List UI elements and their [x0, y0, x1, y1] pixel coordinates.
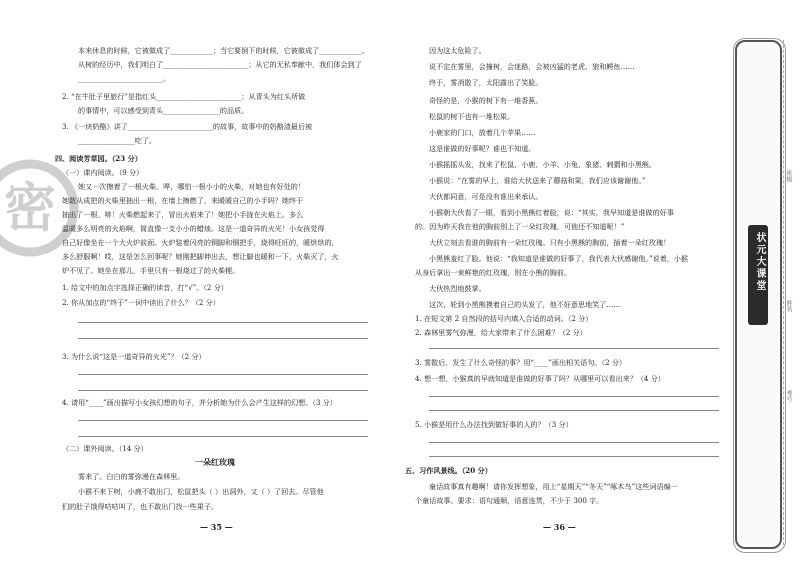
answer-line[interactable]: [429, 456, 719, 457]
story-title: 一朵红玫瑰: [195, 457, 235, 467]
comprehension-q2: 2. 你从加点的“终于”一词中读出了什么？（2 分）: [62, 298, 220, 307]
passage-line: 炉不见了。她坐在那儿，手里只有一根烧过了的火柴梗。: [62, 266, 240, 275]
answer-line[interactable]: [78, 338, 368, 339]
page-number: — 36 —: [543, 522, 576, 532]
passage-line: 多么舒服啊！哎，这是怎么回事呢？她刚把脚伸出去，想让脚也暖和一下，火柴灭了，火: [62, 252, 339, 261]
cut-line: [783, 40, 784, 545]
answer-line[interactable]: [429, 410, 719, 411]
sidebar-label-class: 班级: [785, 170, 792, 182]
story-line: 大伙都同意，可是没有谁出来承认。: [429, 192, 543, 201]
passage-line: 温暖多么明亮的火焰啊，简直像一支小小的蜡烛。这是一道奇异的火光！小女孩觉得: [62, 224, 325, 233]
section-5-heading: 五、习作风景线。（20 分）: [405, 466, 492, 475]
watermark-seal: [0, 148, 85, 268]
answer-line[interactable]: [78, 374, 368, 375]
story-line: 大伙热烈地鼓掌。: [429, 284, 486, 293]
passage-line: 抽出了一根。哧！火柴燃起来了，冒出火焰来了！她把小手拢在火焰上。多么: [62, 210, 304, 219]
page-number: — 35 —: [200, 522, 233, 532]
brand-name: 状元大课堂: [754, 232, 765, 292]
reading-q1: 1. 在短文第 2 自然段的括号内填入合适的动词。（2 分）: [415, 314, 593, 323]
right-page: [395, 0, 725, 573]
story-line: 从身后拿出一束鲜艳的红玫瑰，别在小熊的胸前。: [415, 268, 572, 277]
story-line: 终于，雾消散了，太阳露出了笑脸。: [429, 78, 543, 87]
story-line: 小黑熊羞红了脸。他说：“我知道是谁做的好事了，我代表大伙感谢他。”说着，小猴: [429, 254, 689, 263]
story-line: 松鼠的树下也有一堆松果。: [429, 112, 515, 121]
question-2-cont: 的事情中，可以感受到青头________________的品质。: [78, 106, 249, 115]
story-line: 说不定在雾里，会撞树，会迷路，会被凶猛的老虎、狼和鳄鱼……: [429, 62, 635, 71]
section-4-heading: 四、阅读芳草园。（23 分）: [55, 154, 142, 163]
answer-line[interactable]: [78, 390, 368, 391]
sidebar-label-id: 考号: [785, 390, 792, 402]
reading-q3: 3. 雾散后，发生了什么奇怪的事？用“____”画出相关语句。（2 分）: [415, 358, 627, 367]
story-line: 的。因为昨天我在他的胸前别上了一朵红玫瑰，可他还不知道呢！”: [415, 222, 625, 231]
subsection-2-heading: （二）课外阅读。（14 分）: [62, 444, 148, 453]
story-line: 这次，轮到小黑熊摸着自己的头发了，他不好意思地笑了……: [429, 300, 621, 309]
question-2: 2. “在牛肚子里旅行”是指红头________________________；从青头为红头所做: [62, 92, 306, 101]
story-line: 大伙立刻去看谁的胸前有一朵红玫瑰。只有小黑熊的胸前，插着一朵红玫瑰！: [429, 238, 671, 247]
writing-prompt: 个童话故事。要求：语句通顺，语意连贯，不少于 300 字。: [415, 496, 604, 505]
story-line: 雾来了。白白的雾弥漫在森林里。: [78, 472, 185, 481]
story-line: 小猴朝大伙看了一眼，看到小黑熊红着脸，说：“其实，我早知道是谁做的好事: [429, 208, 674, 217]
answer-line[interactable]: [78, 420, 368, 421]
text-line: 本来休息的时候，它被做成了____________；当它要倒下的时候，它被做成了____________。: [78, 46, 369, 55]
story-line: 小猴不来下树，小鹿不敢出门，松鼠把头（ ）出洞外，又（ ）了回去。尽管他: [78, 487, 324, 496]
text-line: ________________________。: [78, 74, 171, 83]
answer-line[interactable]: [429, 348, 719, 349]
answer-line[interactable]: [78, 436, 368, 437]
story-line: 奇怪的是，小猴的树下有一堆香蕉。: [429, 96, 543, 105]
sidebar-label-name: 姓名: [785, 300, 792, 312]
text-line: 从树的经历中，我们明白了________________________；从它的无私奉献中，我们体会到了: [78, 60, 362, 69]
story-line: 小猴摇摇头发，找来了松鼠、小鹿、小羊、小兔、象猪、刺猬和小黑熊。: [429, 160, 656, 169]
passage-line: 她敢从成把的火柴里抽出一根，在墙上擦燃了，来暖暖自己的小手吗？她终于: [62, 196, 304, 205]
svg-text:密: 密: [3, 178, 57, 239]
reading-q4: 4. 想一想，小猴真的早就知道是谁做的好事了吗？从哪里可以看出来？（4 分）: [415, 374, 665, 383]
reading-q5: 5. 小猴是用什么办法找到做好事的人的？（3 分）: [415, 420, 573, 429]
story-line: 们的肚子饿得咕咕叫了，也不敢出门找一些果子。: [62, 502, 219, 511]
passage-line: 她又一次擦着了一根火柴。哗，哪怕一根小小的火柴，对她也有好处的！: [78, 182, 305, 191]
comprehension-q3: 3. 为什么说“这是一道奇异的火光”？（2 分）: [62, 352, 206, 361]
subsection-1-heading: （一）课内阅读。（9 分）: [62, 168, 144, 177]
story-line: 小猴说：“在雾的早上，谁给大伙送来了蘑菇和果，我们应该谢谢他。”: [429, 176, 646, 185]
question-3-cont: ________________吃了。: [78, 136, 157, 145]
left-page: [0, 0, 390, 573]
comprehension-q1: 1. 给文中的加点字选择正确的读音，打“√”。（2 分）: [62, 283, 228, 292]
question-3: 3. 《一块奶酪》讲了________________________的故事，故事中的奶酪渣最后被: [62, 122, 313, 131]
answer-line[interactable]: [429, 396, 719, 397]
passage-line: 自己好像坐在一个大火炉前面。火炉装着闪亮的铜脚和铜把手，烧得旺旺的，暖烘烘的，: [62, 238, 339, 247]
comprehension-q4: 4. 请用“____”画出描写小女孩幻想的句子，并分析她为什么会产生这样的幻想。（3 分）: [62, 398, 337, 407]
writing-prompt: 童话故事真有趣啊！请你发挥想象，用上“星期天”“冬天”“啄木鸟”这些词语编一: [429, 482, 678, 491]
answer-line[interactable]: [78, 322, 368, 323]
story-line: 这是谁做的好事呢？谁也不知道。: [429, 144, 536, 153]
answer-line[interactable]: [429, 442, 719, 443]
story-line: 因为这太危险了。: [429, 46, 486, 55]
story-line: 小鹿家的门口，放着几个苹果……: [429, 128, 536, 137]
reading-q2: 2. 森林里雾气弥漫，给大家带来了什么困难？（2 分）: [415, 328, 587, 337]
